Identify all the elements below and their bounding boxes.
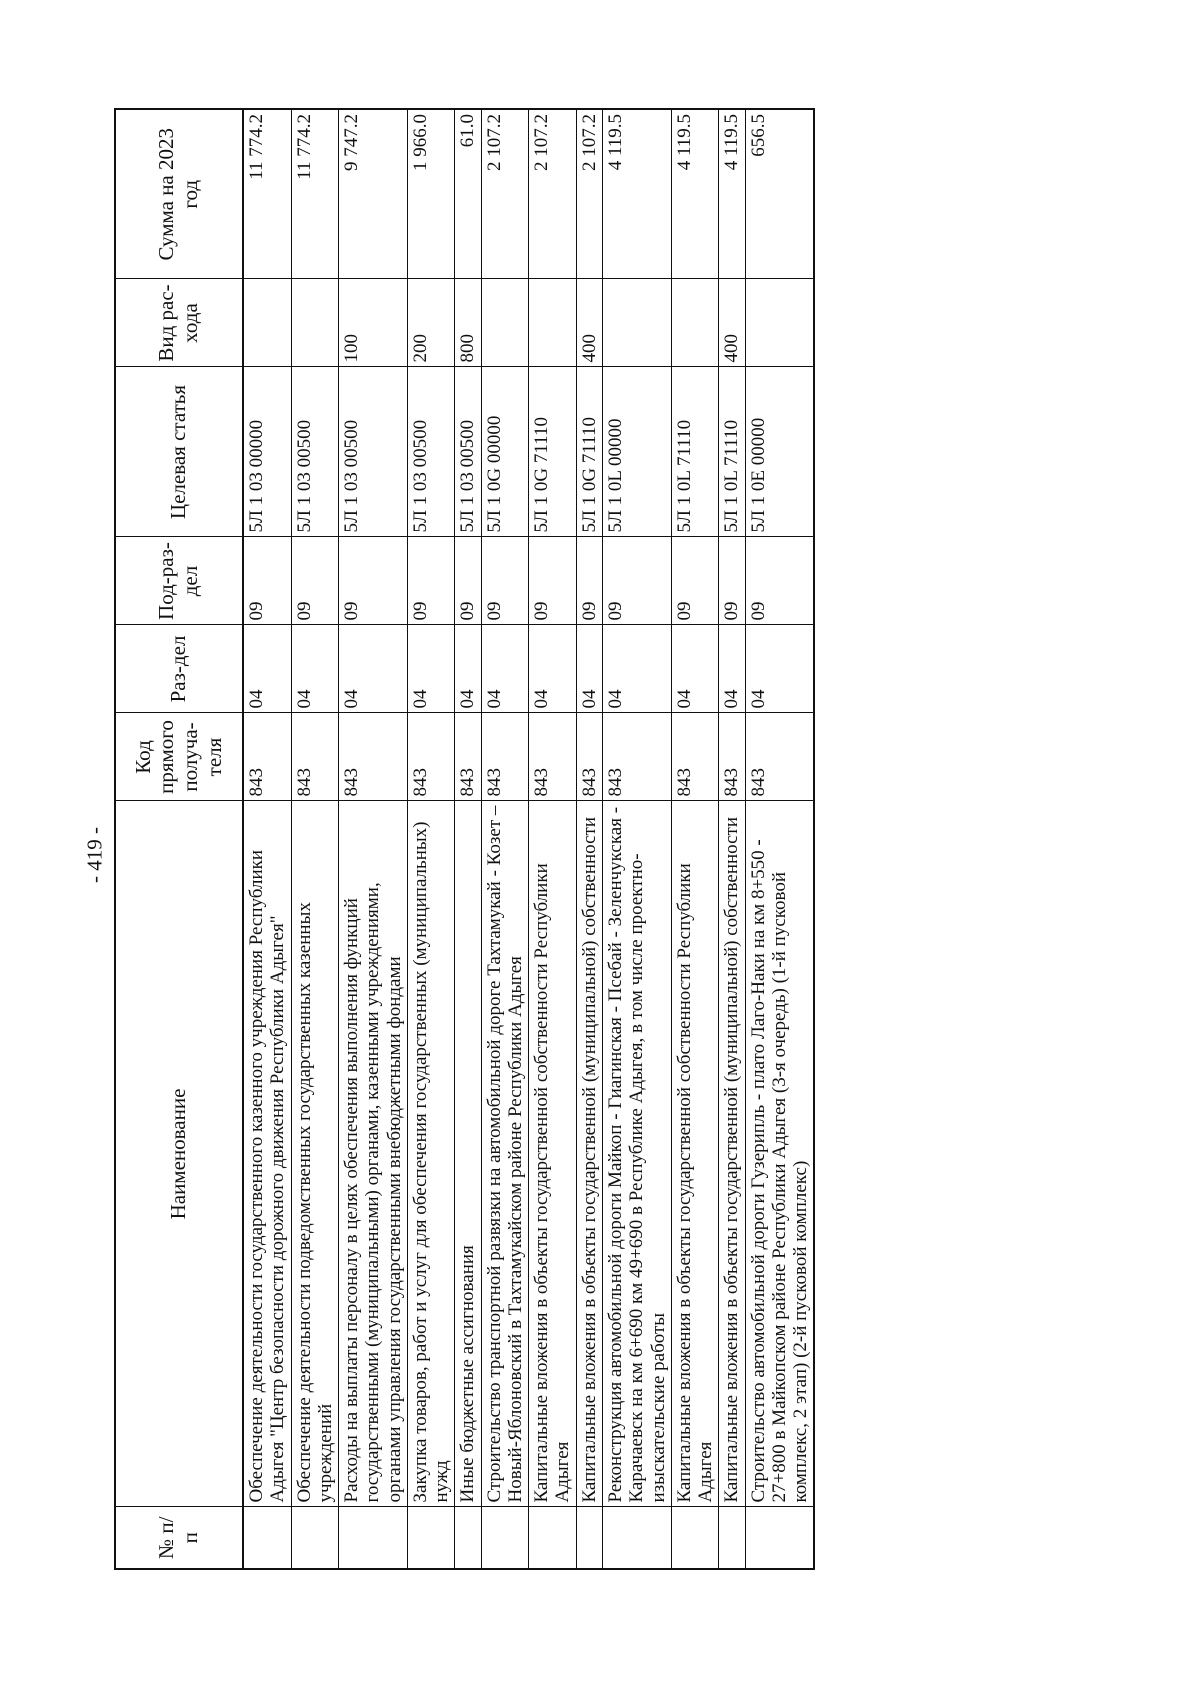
table-row — [481, 109, 529, 1569]
cell-no — [529, 1507, 577, 1569]
cell-razdel: 04 — [719, 625, 745, 713]
cell-vr: 400 — [719, 279, 745, 367]
table-row — [529, 109, 577, 1569]
cell-sum: 2 107.2 — [576, 109, 602, 279]
cell-vr — [291, 279, 339, 367]
cell-razdel: 04 — [339, 625, 408, 713]
header-razdel: Раз-дел — [115, 625, 243, 713]
cell-podrazdel: 09 — [529, 537, 577, 625]
cell-vr: 400 — [576, 279, 602, 367]
cell-no — [719, 1507, 745, 1569]
cell-name: Строительство автомобильной дороги Гузерипль - плато Лаго-Наки на км 8+550 - 27+800 в Майкопском районе Республики Адыгея (3-я очередь) (1-й пусковой комплекс, 2 этап) (2-й пусковой комплекс) — [745, 801, 814, 1507]
header-sum: Сумма на 2023 год — [115, 109, 243, 279]
cell-razdel: 04 — [576, 625, 602, 713]
cell-razdel: 04 — [602, 625, 671, 713]
cell-cst: 5Л 1 03 00500 — [339, 367, 408, 537]
table-row — [455, 109, 481, 1569]
cell-no — [671, 1507, 719, 1569]
page-number: - 419 - — [82, 827, 107, 883]
cell-grbs: 843 — [243, 713, 291, 801]
cell-cst: 5Л 1 0L 71110 — [671, 367, 719, 537]
cell-name: Капитальные вложения в объекты государственной (муниципальной) собственности — [576, 801, 602, 1507]
cell-podrazdel: 09 — [745, 537, 814, 625]
cell-vr: 800 — [455, 279, 481, 367]
cell-grbs: 843 — [407, 713, 455, 801]
cell-razdel: 04 — [745, 625, 814, 713]
cell-cst: 5Л 1 03 00500 — [407, 367, 455, 537]
table-row — [576, 109, 602, 1569]
cell-vr — [671, 279, 719, 367]
table-row — [291, 109, 339, 1569]
cell-sum: 61.0 — [455, 109, 481, 279]
cell-no — [407, 1507, 455, 1569]
table-row — [243, 109, 291, 1569]
table-row — [602, 109, 671, 1569]
table-row — [719, 109, 745, 1569]
cell-grbs: 843 — [576, 713, 602, 801]
cell-no — [745, 1507, 814, 1569]
header-no: № п/п — [115, 1507, 243, 1569]
cell-no — [602, 1507, 671, 1569]
cell-no — [243, 1507, 291, 1569]
cell-podrazdel: 09 — [576, 537, 602, 625]
cell-vr — [745, 279, 814, 367]
cell-no — [576, 1507, 602, 1569]
header-vr: Вид рас-хода — [115, 279, 243, 367]
cell-vr — [481, 279, 529, 367]
cell-vr — [602, 279, 671, 367]
cell-sum: 11 774.2 — [243, 109, 291, 279]
cell-cst: 5Л 1 0L 00000 — [602, 367, 671, 537]
table-row — [339, 109, 408, 1569]
cell-cst: 5Л 1 0G 71110 — [576, 367, 602, 537]
cell-sum: 9 747.2 — [339, 109, 408, 279]
cell-name: Обеспечение деятельности подведомственных государственных казенных учреждений — [291, 801, 339, 1507]
budget-table — [114, 108, 815, 1570]
cell-razdel: 04 — [407, 625, 455, 713]
cell-grbs: 843 — [671, 713, 719, 801]
cell-name: Расходы на выплаты персоналу в целях обеспечения выполнения функций государственными (муниципальными) органами, казенными учреждениями, органами управления государственными внебюджетными фондами — [339, 801, 408, 1507]
cell-no — [339, 1507, 408, 1569]
header-name: Наименование — [115, 801, 243, 1507]
cell-razdel: 04 — [529, 625, 577, 713]
cell-podrazdel: 09 — [719, 537, 745, 625]
table-row — [671, 109, 719, 1569]
cell-razdel: 04 — [455, 625, 481, 713]
cell-razdel: 04 — [291, 625, 339, 713]
cell-name: Закупка товаров, работ и услуг для обеспечения государственных (муниципальных) нужд — [407, 801, 455, 1507]
cell-grbs: 843 — [745, 713, 814, 801]
cell-name: Капитальные вложения в объекты государственной собственности Республики Адыгея — [529, 801, 577, 1507]
cell-razdel: 04 — [243, 625, 291, 713]
cell-sum: 4 119.5 — [602, 109, 671, 279]
cell-vr: 100 — [339, 279, 408, 367]
cell-name: Капитальные вложения в объекты государственной собственности Республики Адыгея — [671, 801, 719, 1507]
cell-sum: 2 107.2 — [481, 109, 529, 279]
header-row — [115, 109, 243, 1569]
cell-cst: 5Л 1 03 00000 — [243, 367, 291, 537]
cell-vr — [529, 279, 577, 367]
cell-vr: 200 — [407, 279, 455, 367]
cell-podrazdel: 09 — [243, 537, 291, 625]
cell-sum: 656.5 — [745, 109, 814, 279]
cell-name: Иные бюджетные ассигнования — [455, 801, 481, 1507]
cell-razdel: 04 — [671, 625, 719, 713]
cell-podrazdel: 09 — [407, 537, 455, 625]
cell-cst: 5Л 1 03 00500 — [291, 367, 339, 537]
rotated-table-wrapper — [114, 110, 815, 1570]
cell-podrazdel: 09 — [671, 537, 719, 625]
cell-sum: 2 107.2 — [529, 109, 577, 279]
cell-grbs: 843 — [455, 713, 481, 801]
cell-sum: 1 966.0 — [407, 109, 455, 279]
cell-name: Капитальные вложения в объекты государственной (муниципальной) собственности — [719, 801, 745, 1507]
cell-no — [455, 1507, 481, 1569]
cell-sum: 4 119.5 — [719, 109, 745, 279]
cell-grbs: 843 — [719, 713, 745, 801]
cell-grbs: 843 — [339, 713, 408, 801]
cell-podrazdel: 09 — [481, 537, 529, 625]
header-podrazdel: Под-раз-дел — [115, 537, 243, 625]
cell-grbs: 843 — [602, 713, 671, 801]
cell-no — [481, 1507, 529, 1569]
cell-cst: 5Л 1 03 00500 — [455, 367, 481, 537]
cell-razdel: 04 — [481, 625, 529, 713]
cell-name: Реконструкция автомобильной дороги Майкоп - Гиагинская - Псебай - Зеленчукская - Карачаевск на км 6+690 км 49+690 в Республике Адыгея, в том числе проектно-изыскательские работы — [602, 801, 671, 1507]
cell-name: Строительство транспортной развязки на автомобильной дороге Тахтамукай - Козет – Новый-Яблоновский в Тахтамукайском районе Республики Адыгея — [481, 801, 529, 1507]
cell-podrazdel: 09 — [455, 537, 481, 625]
cell-podrazdel: 09 — [339, 537, 408, 625]
cell-podrazdel: 09 — [602, 537, 671, 625]
cell-cst: 5Л 1 0L 71110 — [719, 367, 745, 537]
cell-grbs: 843 — [529, 713, 577, 801]
header-grbs: Код прямого получа-теля — [115, 713, 243, 801]
cell-name: Обеспечение деятельности государственного казенного учреждения Республики Адыгея "Центр безопасности дорожного движения Республики Адыгея" — [243, 801, 291, 1507]
cell-cst: 5Л 1 0G 00000 — [481, 367, 529, 537]
cell-sum: 11 774.2 — [291, 109, 339, 279]
cell-no — [291, 1507, 339, 1569]
cell-cst: 5Л 1 0G 71110 — [529, 367, 577, 537]
cell-vr — [243, 279, 291, 367]
header-cst: Целевая статья — [115, 367, 243, 537]
cell-cst: 5Л 1 0E 00000 — [745, 367, 814, 537]
table-row — [407, 109, 455, 1569]
cell-sum: 4 119.5 — [671, 109, 719, 279]
table-row — [745, 109, 814, 1569]
cell-grbs: 843 — [481, 713, 529, 801]
cell-grbs: 843 — [291, 713, 339, 801]
cell-podrazdel: 09 — [291, 537, 339, 625]
